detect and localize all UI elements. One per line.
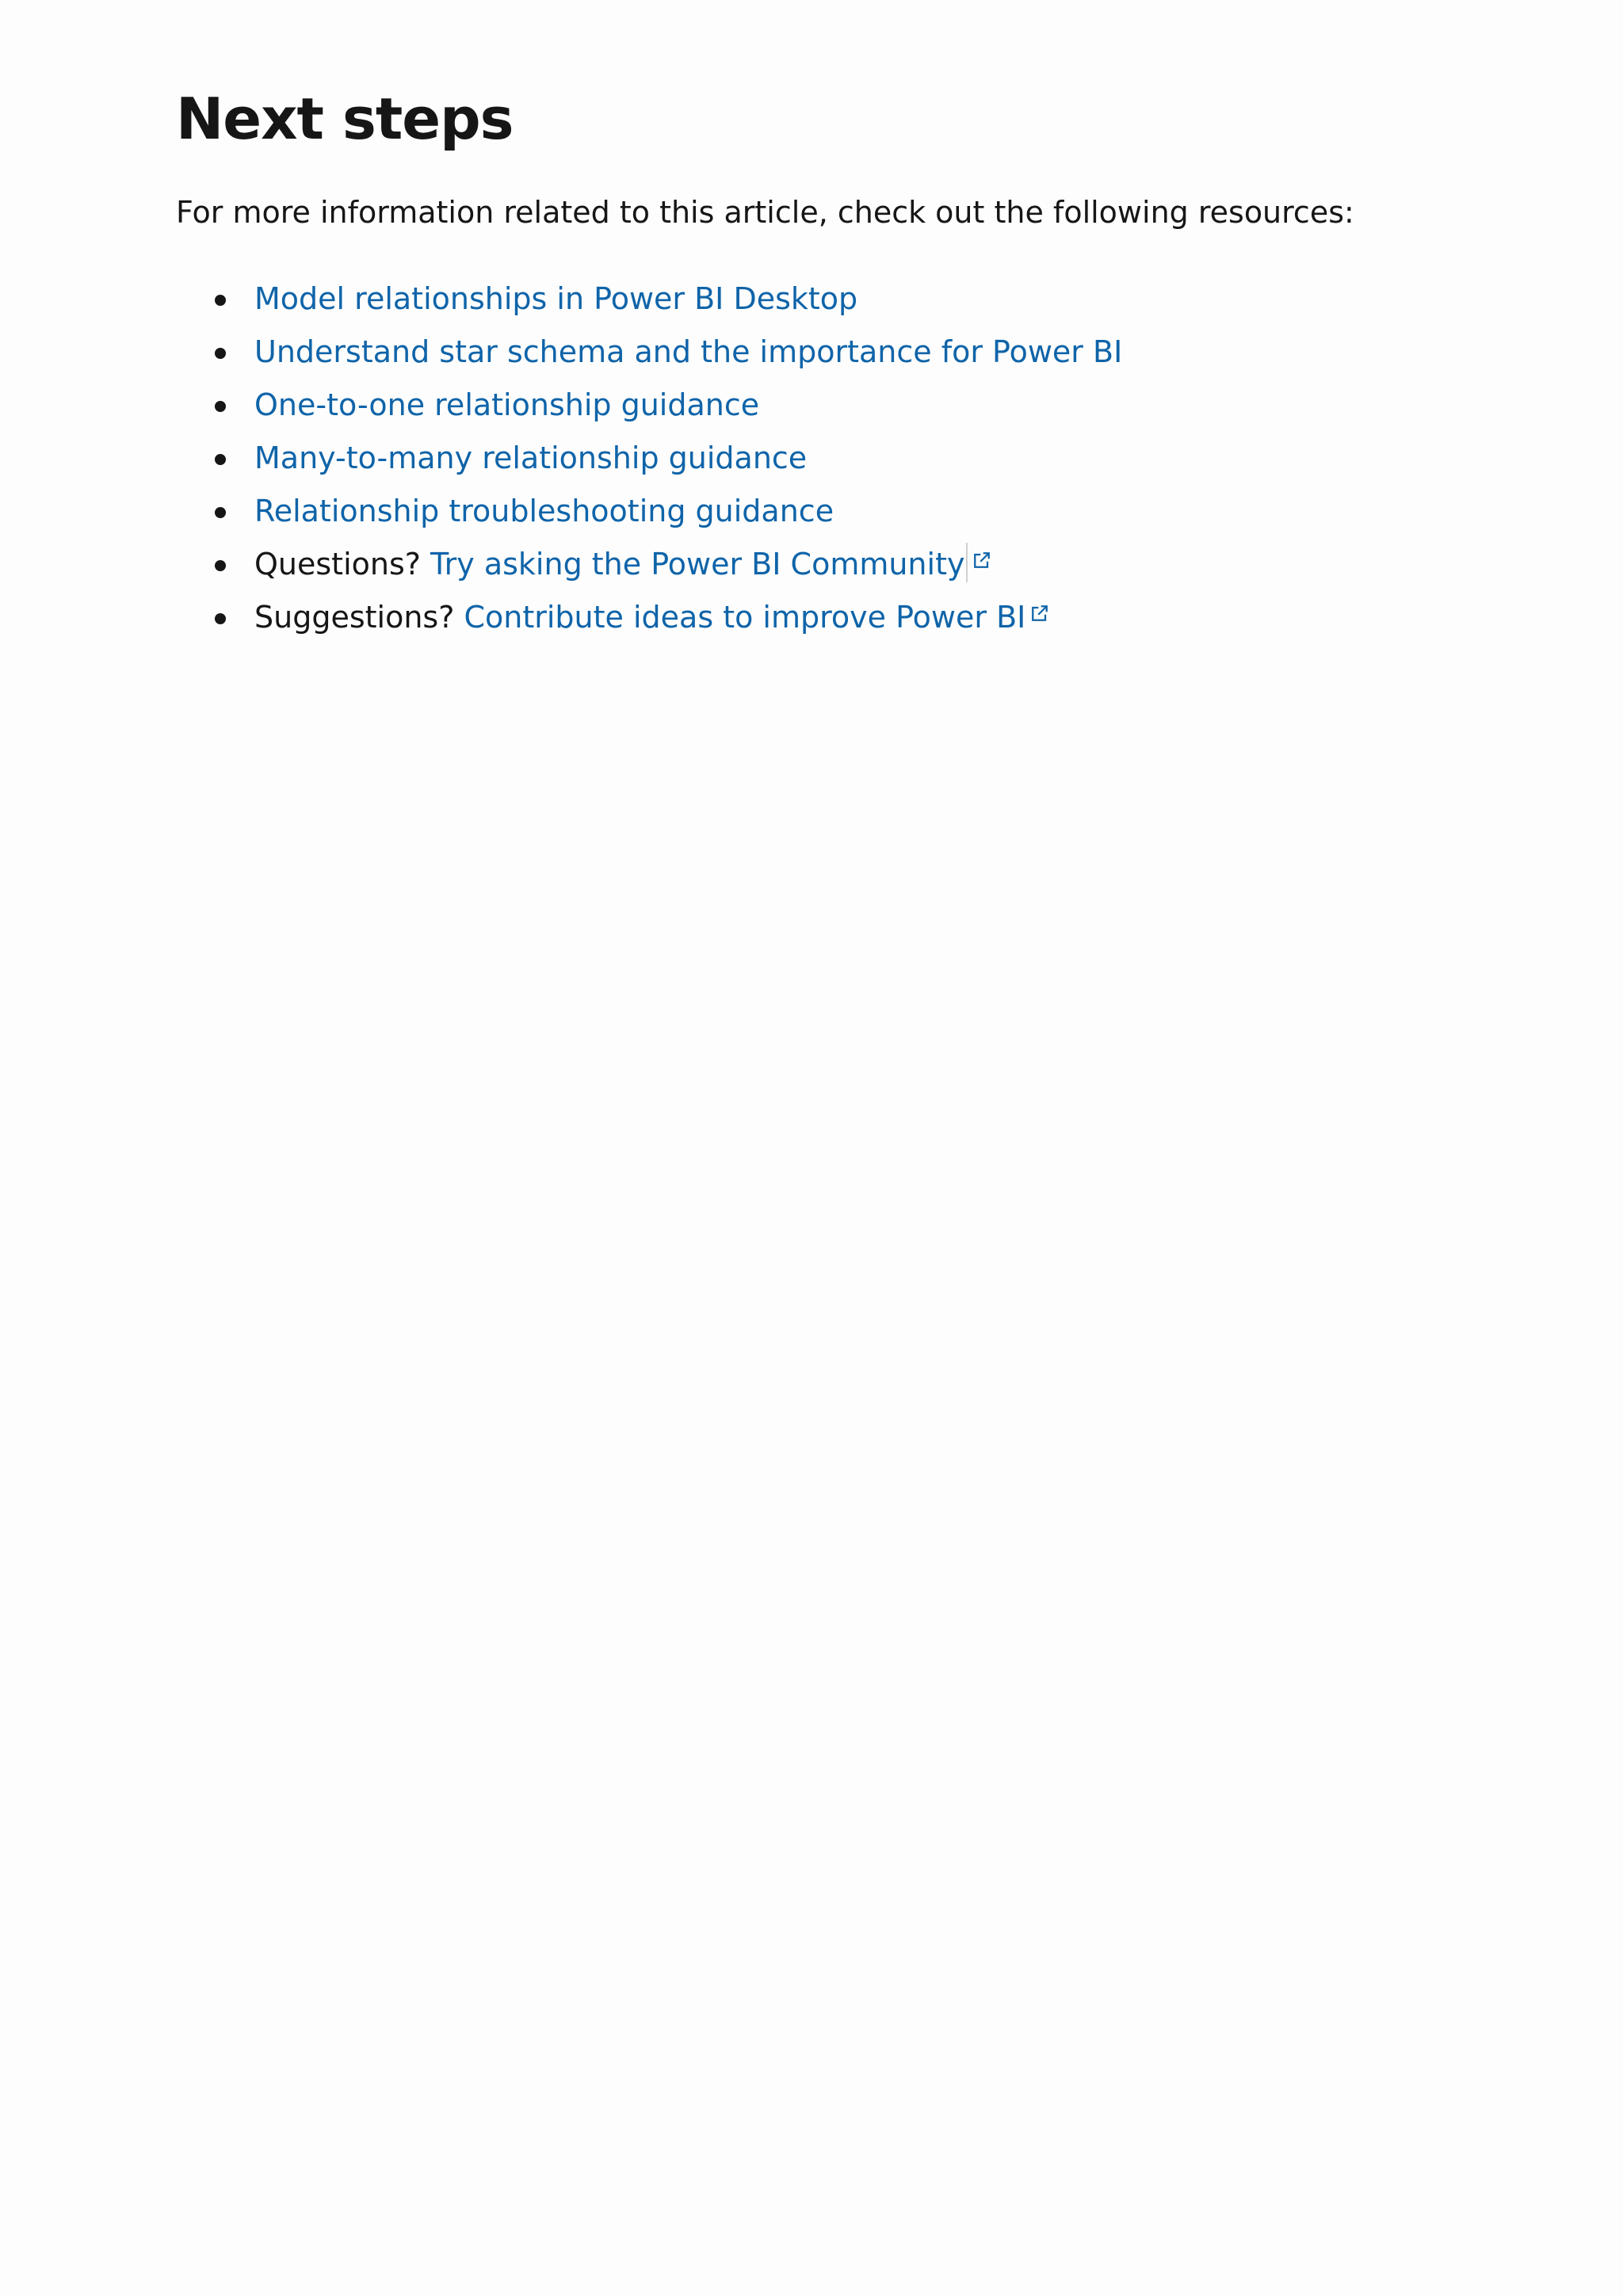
list-item [176,538,1122,591]
link-troubleshooting[interactable]: Relationship troubleshooting guidance [254,494,834,528]
list-item [176,485,1122,538]
link-star-schema[interactable]: Understand star schema and the importance for Power BI [254,334,1123,369]
link-model-relationships[interactable]: Model relationships in Power BI Desktop [254,281,858,316]
list-item [176,273,1122,326]
ideas-link-label: Contribute ideas to improve Power BI [464,600,1026,635]
link-one-to-one[interactable]: One-to-one relationship guidance [254,387,760,422]
link-contribute-ideas[interactable] [464,600,1051,635]
list-item [176,379,1122,432]
questions-prefix: Questions? [254,547,431,582]
list-item [176,326,1122,379]
suggestions-prefix: Suggestions? [254,600,464,635]
external-link-icon [971,549,993,571]
page-title: Next steps [176,86,514,152]
text-cursor [966,543,968,582]
intro-text: For more information related to this article, check out the following resources: [176,195,1354,230]
resource-list [176,273,1122,644]
list-item [176,591,1122,644]
external-link-icon [1029,602,1051,624]
link-many-to-many[interactable]: Many-to-many relationship guidance [254,441,808,475]
link-power-bi-community[interactable] [430,547,993,582]
community-link-label: Try asking the Power BI Community [430,547,965,582]
list-item [176,432,1122,485]
